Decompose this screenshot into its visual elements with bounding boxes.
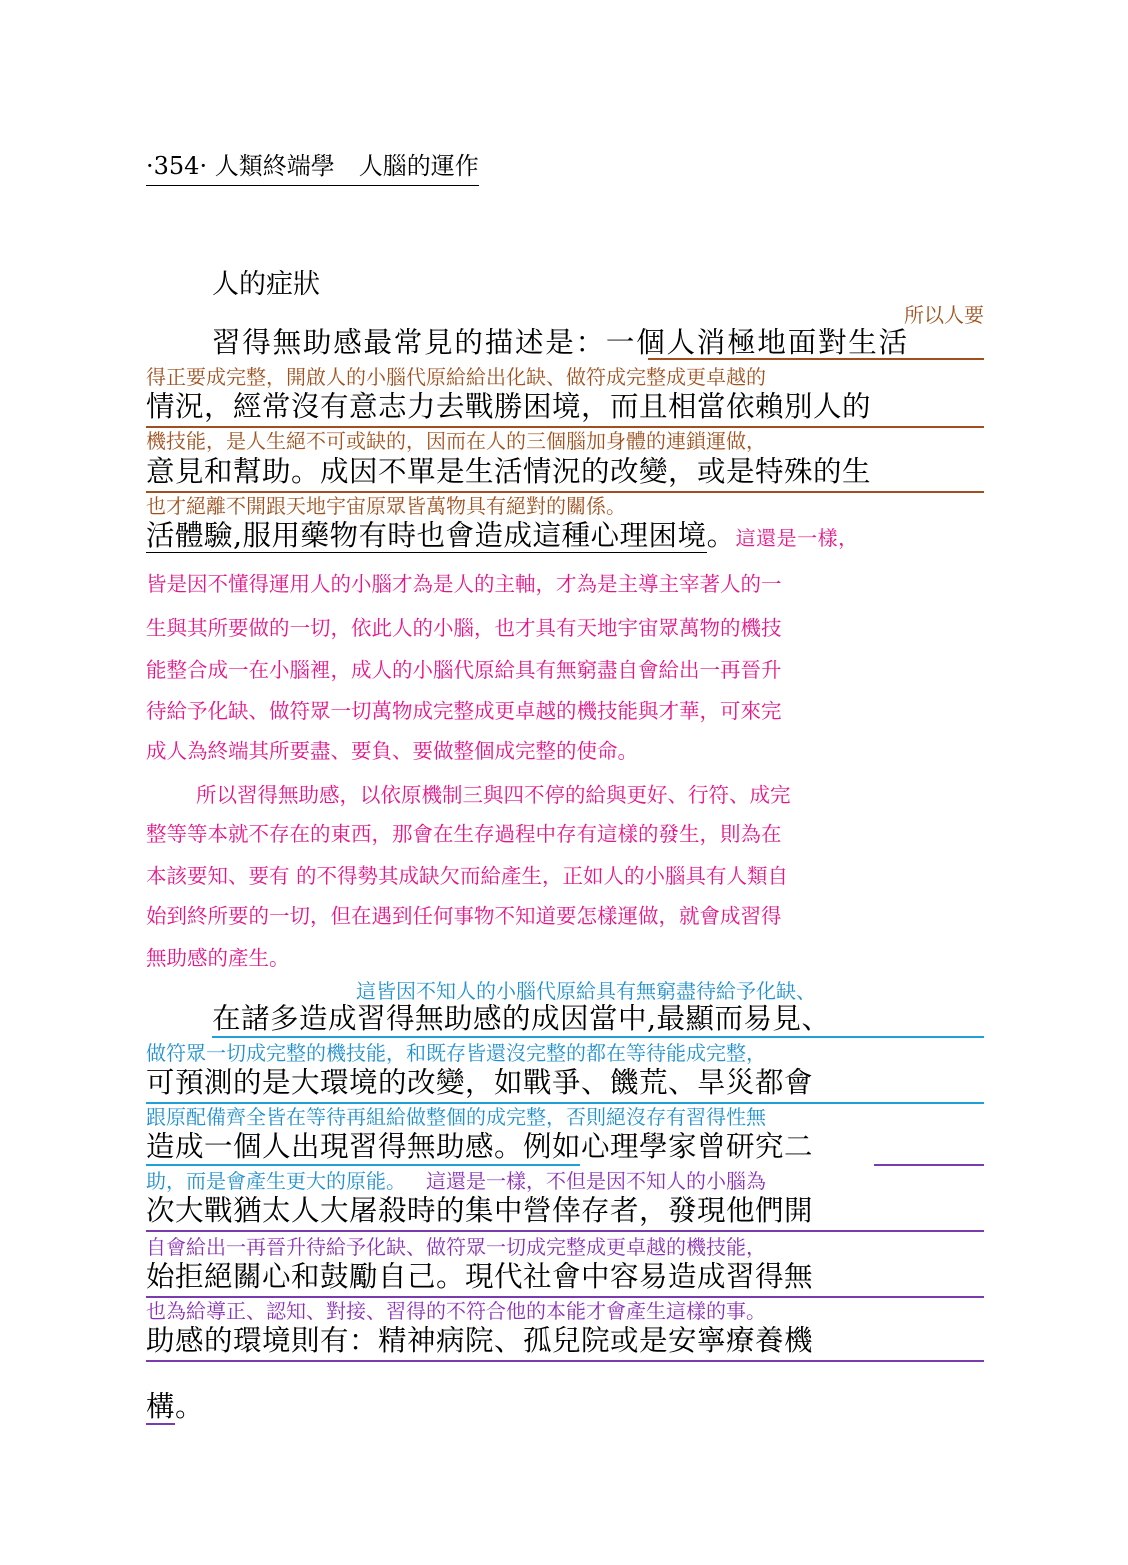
magenta-line: 生與其所要做的一切，依此人的小腦，也才具有天地宇宙眾萬物的機技 — [146, 616, 782, 640]
annotation-text: 助，而是會產生更大的原能。 — [146, 1169, 406, 1193]
body-line — [146, 1390, 984, 1424]
body-line — [146, 519, 984, 553]
body-line: 次大戰猶太人大屠殺時的集中營倖存者，發現他們開 — [146, 1194, 984, 1232]
body-text: 習得無助感最常見的描述是：一個人消極地面對生活 — [212, 326, 909, 359]
magenta-line: 成人為終端其所要盡、要負、要做整個成完整的使命。 — [146, 739, 638, 763]
body-line: 情況，經常沒有意志力去戰勝困境，而且相當依賴別人的 — [146, 390, 984, 428]
magenta-line: 整等等本就不存在的東西，那會在生存過程中存有這樣的發生，則為在 — [146, 822, 782, 846]
annotation-line: 跟原配備齊全皆在等待再組給做整個的成完整，否則絕沒存有習得性無 — [146, 1105, 766, 1129]
magenta-line: 待給予化缺、做符眾一切萬物成完整成更卓越的機技能與才華，可來完 — [146, 699, 782, 723]
magenta-line: 皆是因不懂得運用人的小腦才為是人的主軸，才為是主導主宰著人的一 — [146, 572, 782, 596]
body-text: 在諸多造成習得無助感的成因當中,最顯而易見、 — [212, 1002, 831, 1035]
body-line: 意見和幫助。成因不單是生活情況的改變，或是特殊的生 — [146, 455, 984, 493]
annotation-line: 機技能，是人生絕不可或缺的，因而在人的三個腦加身體的連鎖運做， — [146, 429, 766, 453]
section-title: 人的症狀 — [212, 269, 320, 300]
body-text-end: 。 — [706, 519, 736, 552]
annotation-line: 得正要成完整，開啟人的小腦代原給給出化缺、做符成完整成更卓越的 — [146, 365, 766, 389]
magenta-line: 能整合成一在小腦裡，成人的小腦代原給具有無窮盡自會給出一再晉升 — [146, 658, 782, 682]
body-text: 構 — [146, 1390, 176, 1423]
page-header: ·354· 人類終端學 人腦的運作 — [146, 146, 479, 186]
annotation-line: 這皆因不知人的小腦代原給具有無窮盡待給予化缺、 — [356, 979, 816, 1003]
body-text-end: 。 — [175, 1390, 205, 1423]
body-line: 始拒絕關心和鼓勵自己。現代社會中容易造成習得無 — [146, 1260, 984, 1298]
annotation-line: 所以人要 — [904, 303, 984, 327]
magenta-line: 所以習得無助感，以依原機制三與四不停的給與更好、行符、成完 — [196, 783, 791, 807]
magenta-line: 無助感的產生。 — [146, 946, 290, 970]
magenta-line: 始到終所要的一切，但在遇到任何事物不知道要怎樣運做，就會成習得 — [146, 904, 782, 928]
purple-underline — [874, 1128, 984, 1166]
body-text: 造成一個人出現習得無助感。例如心理學家曾 — [146, 1130, 727, 1163]
cyan-underline — [146, 1128, 580, 1166]
magenta-line: 本該要知、要有 的不得勢其成缺欠而給產生，正如人的小腦具有人類自 — [146, 864, 789, 888]
annotation-line: 也為給導正、認知、對接、習得的不符合他的本能才會產生這樣的事。 — [146, 1299, 766, 1323]
cyan-underline — [212, 1000, 984, 1038]
brown-underline — [648, 322, 984, 360]
annotation-line: 做符眾一切成完整的機技能，和既存皆還沒完整的都在等待能成完整， — [146, 1041, 766, 1065]
annotation-line: 也才絕離不開跟天地宇宙原眾皆萬物具有絕對的關係。 — [146, 494, 626, 518]
body-text-end: 研究二 — [726, 1130, 814, 1163]
annotation-line — [146, 1168, 984, 1194]
annotation-inline: 這還是一樣， — [735, 526, 859, 550]
annotation-line: 自會給出一再晉升待給予化缺、做符眾一切成完整成更卓越的機技能， — [146, 1235, 766, 1259]
body-line: 可預測的是大環境的改變，如戰爭、饑荒、旱災都會 — [146, 1066, 984, 1104]
body-line: 助感的環境則有：精神病院、孤兒院或是安寧療養機 — [146, 1324, 984, 1362]
body-text: 活體驗,服用藥物有時也會造成這種心理困境 — [146, 519, 707, 552]
annotation-text: 這還是一樣，不但是因不知人的小腦為 — [426, 1169, 766, 1193]
